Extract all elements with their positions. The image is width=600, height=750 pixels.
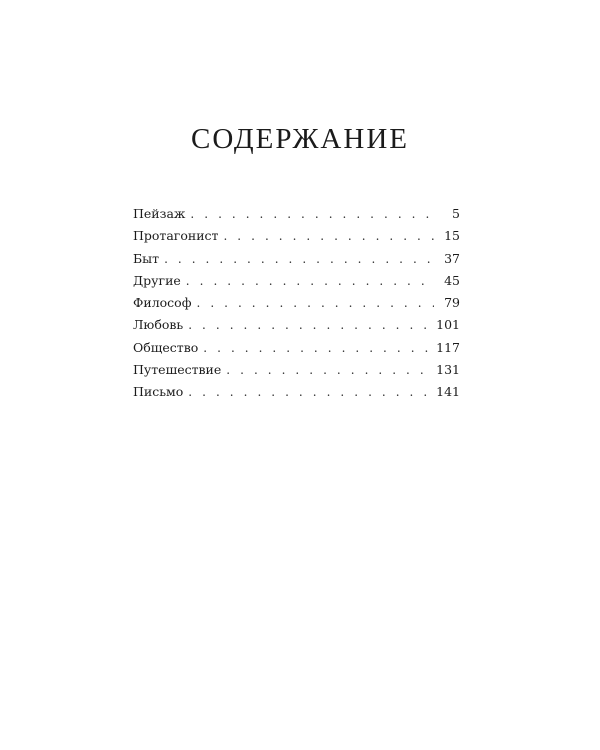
toc-entry-label: Протагонист [133,228,219,244]
toc-entry-page: 117 [436,339,460,355]
toc-entry [133,292,460,314]
toc-entry [133,337,460,359]
toc-dot-leader [188,381,434,403]
toc-entry-page: 45 [444,272,460,288]
toc-entry-page: 5 [452,206,460,221]
toc-dot-leader [190,203,434,225]
toc-dot-leader [164,248,434,270]
toc-dot-leader [223,225,434,247]
toc-entry [133,203,460,225]
toc-entry-label: Другие [133,272,181,288]
toc-entry-page: 131 [436,362,460,378]
toc-entry [133,381,460,403]
toc-entry-page: 37 [444,250,460,266]
toc-entry-label: Быт [133,250,160,266]
toc-entry [133,248,460,270]
toc-entry [133,270,460,292]
toc-dot-leader [196,292,434,314]
toc-entry-label: Общество [133,339,199,355]
toc-entry-page: 101 [436,317,460,333]
toc-dot-leader [188,314,434,336]
toc-entry-label: Пейзаж [133,206,186,221]
toc-entry [133,225,460,247]
toc-entry-page: 141 [436,384,460,400]
toc-dot-leader [186,270,434,292]
toc-title: СОДЕРЖАНИЕ [191,123,409,155]
toc-dot-leader [203,337,434,359]
toc-entry-label: Любовь [133,317,184,333]
toc-list [133,203,460,404]
toc-entry [133,359,460,381]
toc-entry-label: Письмо [133,384,184,400]
toc-entry-label: Путешествие [133,362,222,378]
toc-entry-page: 15 [444,228,460,244]
toc-entry-label: Философ [133,295,192,311]
toc-entry [133,314,460,336]
toc-dot-leader [226,359,434,381]
toc-entry-page: 79 [444,295,460,311]
